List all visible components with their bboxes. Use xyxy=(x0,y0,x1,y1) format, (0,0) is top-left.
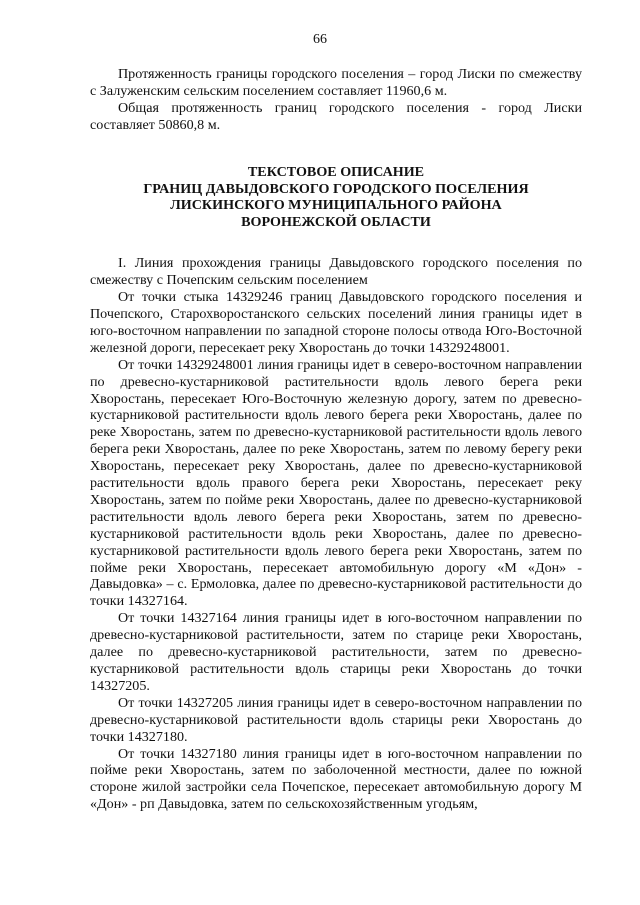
intro-paragraph: Протяженность границы городского поселения – город Лиски по смежеству с Залуженским сельским поселением составляет 11960,6 м. xyxy=(90,66,582,99)
heading-line: ВОРОНЕЖСКОЙ ОБЛАСТИ xyxy=(241,214,431,231)
body-paragraph: От точки 14327180 линия границы идет в юго-восточном направлении по пойме реки Хворостань, затем по заболоченной местности, далее по южной стороне жилой застройки села Почепское, пересекает автомобильную дорогу М «Дон» - рп Давыдовка, затем по сельскохозяйственным угодьям, xyxy=(90,745,582,813)
body-paragraph: От точки 14327205 линия границы идет в северо-восточном направлении по древесно-кустарниковой растительности вдоль старицы реки Хворостань до точки 14327180. xyxy=(90,694,582,745)
heading-line: ЛИСКИНСКОГО МУНИЦИПАЛЬНОГО РАЙОНА xyxy=(170,197,502,214)
body-paragraph: От точки 14329248001 линия границы идет в северо-восточном направлении по древесно-кустарниковой растительности вдоль левого берега реки Хворостань, пересекает Юго-Восточную железную дорогу, затем по древесно-кустарниковой растительности вдоль левого берега реки Хворостань, далее по реке Хворостань, затем по древесно-кустарниковой растительности вдоль левого берега реки Хворостань, далее по реке Хворостань, затем по левому берегу реки Хворостань, пересекает реку Хворостань, далее по древесно-кустарниковой растительности вдоль правого берега реки Хворостань, пересекает реку Хворостань, затем по пойме реки Хворостань, далее по древесно-кустарниковой растительности вдоль левого берега реки Хворостань, затем по древесно-кустарниковой растительности вдоль реки Хворостань, далее по древесно-кустарниковой растительности вдоль левого берега реки Хворостань, затем по пойме реки Хворостань, пересекает автомобильную дорогу «М «Дон» - Давыдовка» – с. Ермоловка, далее по древесно-кустарниковой растительности до точки 14327164. xyxy=(90,356,582,610)
body-paragraph: От точки 14327164 линия границы идет в юго-восточном направлении по древесно-кустарниковой растительности, затем по старице реки Хворостань, далее по древесно-кустарниковой растительности, затем по древесно-кустарниковой растительности вдоль старицы реки Хворостань до точки 14327205. xyxy=(90,610,582,694)
document-body xyxy=(90,66,582,813)
section-title: I. Линия прохождения границы Давыдовского городского поселения по смежеству с Почепским сельским поселением xyxy=(90,255,582,289)
body-paragraph: От точки стыка 14329246 границ Давыдовского городского поселения и Почепского, Старохворостанского сельских поселений линия границы идет в юго-восточном направлении по западной стороне полосы отвода Юго-Восточной железной дороги, пересекает реку Хворостань до точки 14329248001. xyxy=(90,289,582,356)
page-number: 66 xyxy=(313,32,327,47)
heading-line: ТЕКСТОВОЕ ОПИСАНИЕ xyxy=(247,163,425,180)
intro-paragraph: Общая протяженность границ городского поселения - город Лиски составляет 50860,8 м. xyxy=(90,99,582,133)
document-heading xyxy=(90,164,582,232)
heading-line: ГРАНИЦ ДАВЫДОВСКОГО ГОРОДСКОГО ПОСЕЛЕНИЯ xyxy=(143,180,529,197)
